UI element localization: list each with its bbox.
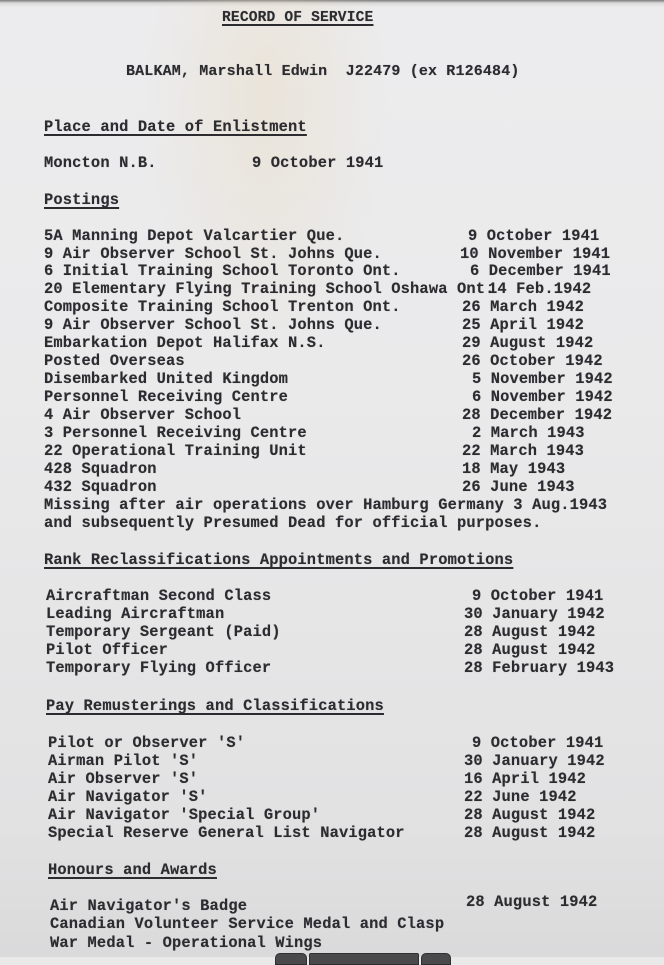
pay-row xyxy=(0,788,664,806)
posting-place: 22 Operational Training Unit xyxy=(44,442,307,460)
postings-heading: Postings xyxy=(44,191,120,209)
pay-row xyxy=(0,770,664,788)
posting-row xyxy=(0,442,664,460)
rank-row xyxy=(0,605,664,623)
posting-place: Personnel Receiving Centre xyxy=(44,388,289,406)
posting-place: 3 Personnel Receiving Centre xyxy=(44,424,307,442)
posting-row xyxy=(0,460,664,478)
honour-award: War Medal - Operational Wings xyxy=(50,934,323,952)
rank-date: 28 August 1942 xyxy=(464,641,596,659)
enlistment-heading: Place and Date of Enlistment xyxy=(44,118,307,136)
rank-date: 30 January 1942 xyxy=(464,605,605,623)
posting-place: 428 Squadron xyxy=(44,460,157,478)
posting-row xyxy=(0,352,664,370)
honours-heading: Honours and Awards xyxy=(48,861,217,879)
pay-date: 30 January 1942 xyxy=(464,752,605,770)
posting-date: 2 March 1943 xyxy=(472,424,585,442)
rank-date: 28 August 1942 xyxy=(464,623,596,641)
posting-note-line-2: and subsequently Presumed Dead for official purposes. xyxy=(44,514,542,532)
rank-row xyxy=(0,641,664,659)
posting-date: 28 December 1942 xyxy=(462,406,613,424)
pay-row xyxy=(0,824,664,842)
toolbar-page-indicator[interactable] xyxy=(309,953,419,965)
pay-classification: Air Navigator 'S' xyxy=(48,788,208,806)
posting-row xyxy=(0,262,664,280)
posting-place: Composite Training School Trenton Ont. xyxy=(44,298,401,316)
posting-place: 6 Initial Training School Toronto Ont. xyxy=(44,262,401,280)
honour-row xyxy=(0,893,664,915)
pay-date: 9 October 1941 xyxy=(472,734,604,752)
rank-row xyxy=(0,587,664,605)
posting-date: 18 May 1943 xyxy=(462,460,566,478)
pay-classification: Airman Pilot 'S' xyxy=(48,752,199,770)
subject-name: BALKAM, Marshall Edwin J22479 (ex R126484) xyxy=(126,63,520,80)
posting-row xyxy=(0,424,664,442)
posting-date: 14 Feb.1942 xyxy=(488,280,592,298)
enlistment-place: Moncton N.B. xyxy=(44,154,157,172)
rank-date: 28 February 1943 xyxy=(464,659,615,677)
toolbar-button-left[interactable] xyxy=(275,953,307,965)
rank-date: 9 October 1941 xyxy=(472,587,604,605)
ranks-heading: Rank Reclassifications Appointments and Promotions xyxy=(44,551,514,569)
posting-date: 6 November 1942 xyxy=(472,388,613,406)
honour-row xyxy=(0,915,664,933)
posting-date: 26 March 1942 xyxy=(462,298,585,316)
posting-row xyxy=(0,227,664,245)
posting-date: 5 November 1942 xyxy=(472,370,613,388)
posting-row xyxy=(0,388,664,406)
posting-row xyxy=(0,245,664,263)
honour-award: Air Navigator's Badge xyxy=(50,897,248,915)
honour-award: Canadian Volunteer Service Medal and Clasp xyxy=(50,915,445,933)
pay-classification: Air Observer 'S' xyxy=(48,770,199,788)
rank-title: Pilot Officer xyxy=(46,641,169,659)
posting-date: 26 June 1943 xyxy=(462,478,575,496)
posting-place: 5A Manning Depot Valcartier Que. xyxy=(44,227,345,245)
posting-note-line-1: Missing after air operations over Hamburg Germany 3 Aug.1943 xyxy=(44,496,608,514)
posting-date: 22 March 1943 xyxy=(462,442,585,460)
posting-place: 20 Elementary Flying Training School Oshawa Ont. xyxy=(44,280,495,298)
pay-date: 28 August 1942 xyxy=(464,824,596,842)
viewer-toolbar[interactable] xyxy=(275,953,451,963)
pay-row xyxy=(0,734,664,752)
posting-date: 25 April 1942 xyxy=(462,316,585,334)
pay-date: 16 April 1942 xyxy=(464,770,587,788)
pay-date: 28 August 1942 xyxy=(464,806,596,824)
pay-row xyxy=(0,752,664,770)
posting-row xyxy=(0,478,664,496)
posting-row xyxy=(0,280,664,298)
rank-title: Leading Aircraftman xyxy=(46,605,225,623)
pay-classification: Special Reserve General List Navigator xyxy=(48,824,405,842)
pay-classification: Air Navigator 'Special Group' xyxy=(48,806,321,824)
toolbar-button-right[interactable] xyxy=(421,953,451,965)
honour-row xyxy=(0,934,664,952)
posting-date: 26 October 1942 xyxy=(462,352,603,370)
posting-row xyxy=(0,298,664,316)
posting-date: 10 November 1941 xyxy=(460,245,611,263)
rank-row xyxy=(0,659,664,677)
honour-date: 28 August 1942 xyxy=(466,893,598,911)
rank-title: Temporary Flying Officer xyxy=(46,659,272,677)
posting-row xyxy=(0,334,664,352)
posting-row xyxy=(0,406,664,424)
posting-row xyxy=(0,370,664,388)
posting-date: 29 August 1942 xyxy=(462,334,594,352)
enlistment-date: 9 October 1941 xyxy=(252,154,384,172)
posting-place: Embarkation Depot Halifax N.S. xyxy=(44,334,326,352)
pay-row xyxy=(0,806,664,824)
posting-place: 4 Air Observer School xyxy=(44,406,242,424)
rank-title: Aircraftman Second Class xyxy=(46,587,272,605)
posting-place: 9 Air Observer School St. Johns Que. xyxy=(44,245,382,263)
posting-row xyxy=(0,316,664,334)
rank-title: Temporary Sergeant (Paid) xyxy=(46,623,281,641)
pay-date: 22 June 1942 xyxy=(464,788,577,806)
posting-place: Posted Overseas xyxy=(44,352,185,370)
posting-place: Disembarked United Kingdom xyxy=(44,370,289,388)
posting-date: 6 December 1941 xyxy=(470,262,611,280)
rank-row xyxy=(0,623,664,641)
posting-date: 9 October 1941 xyxy=(468,227,600,245)
document-title: RECORD OF SERVICE xyxy=(222,10,374,26)
posting-place: 9 Air Observer School St. Johns Que. xyxy=(44,316,382,334)
pay-classification: Pilot or Observer 'S' xyxy=(48,734,246,752)
posting-place: 432 Squadron xyxy=(44,478,157,496)
pay-heading: Pay Remusterings and Classifications xyxy=(46,697,384,715)
